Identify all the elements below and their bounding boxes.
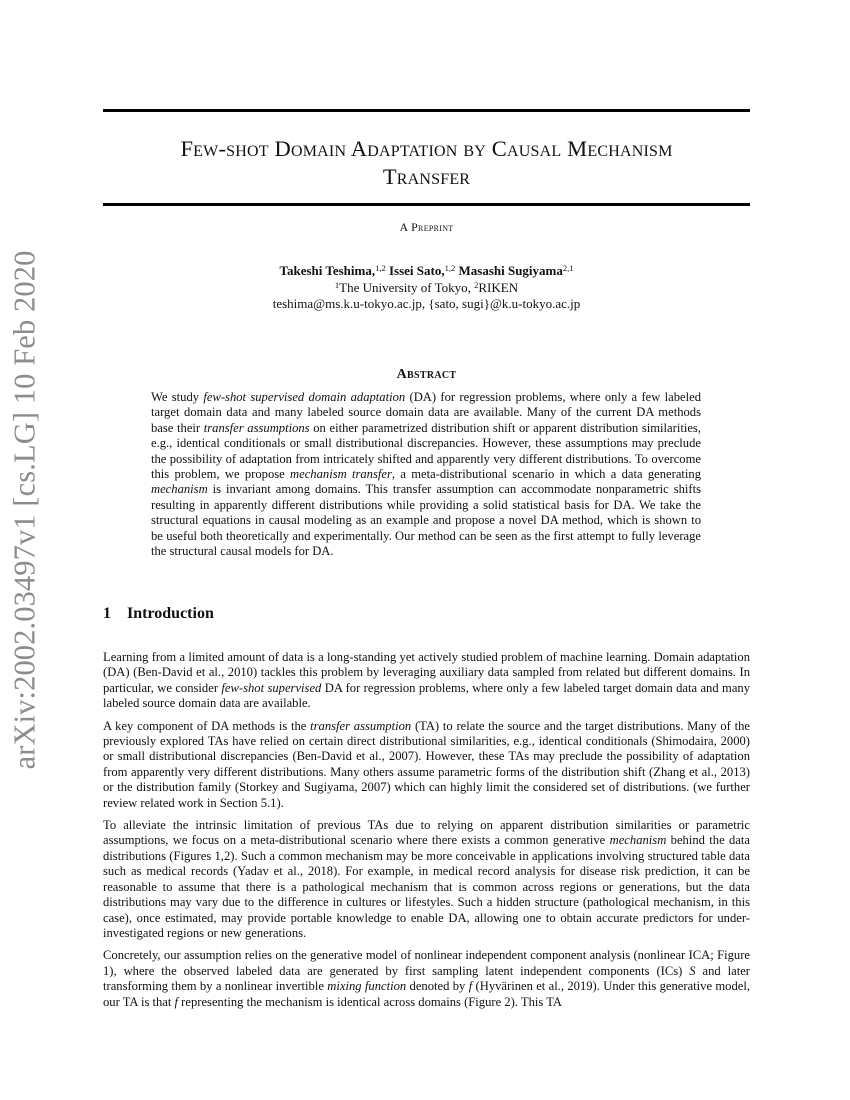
author-2: Issei Sato, (388, 263, 445, 278)
abstract-emph-2: transfer assumptions (203, 420, 310, 435)
title-rule-bottom (103, 203, 750, 206)
title-line-2: Transfer (382, 164, 471, 189)
abstract-text-4: , a meta-distributional scenario in which a data generating (391, 467, 701, 482)
abstract-text-5: is invariant among domains. This transfer assumption can accommodate nonparametric shifts resulting in apparently different distributions while providing a solid statistical basis for DA. We take the structural equations in causal modeling as an example and propose a novel DA method, which is shown to be useful both theoretically and experimentally. Our method can be seen as the first attempt to fully leverage the structural causal models for DA. (151, 482, 701, 559)
p1-text-a: Learning from a limited amount of data is a long-standing yet actively studied problem of machine learning. Domain adaptation (DA) (Ben-David et al., 2010) tackles this problem by leveraging auxiliary data sampled from related but different domains. In particular, we consider (103, 650, 750, 695)
p1-emph: few-shot supervised (221, 680, 322, 695)
p2-text-a: A key component of DA methods is the (103, 718, 311, 733)
p4-text-a: Concretely, our assumption relies on the generative model of nonlinear independent component analysis (nonlinear ICA; Figure 1), where the observed labeled data are generated by first sampling latent independent components (ICs) (103, 948, 750, 978)
arxiv-stamp (5, 250, 45, 770)
p3-emph: mechanism (609, 833, 667, 848)
p4-math-f-2: f (174, 994, 179, 1009)
p4-text-e: representing the mechanism is identical across domains (Figure 2). This TA (178, 994, 562, 1009)
section-heading (103, 605, 214, 623)
preprint-label: A Preprint (399, 220, 454, 234)
paragraph-4 (103, 948, 750, 1010)
abstract-text-2: (DA) for regression problems, where only a few labeled target domain data and many labeled source domain data are available. Many of the current DA methods base their (151, 390, 701, 435)
title-rule-top (103, 109, 750, 112)
author-block (103, 263, 750, 313)
p4-math-f: f (468, 979, 473, 994)
p2-emph: transfer assumption (310, 718, 412, 733)
title-line-1: Few-shot Domain Adaptation by Causal Mechanism (180, 136, 673, 161)
author-2-affil: 1,2 (444, 263, 456, 273)
abstract-heading: Abstract (396, 367, 457, 382)
affil-2-mark: 2 (474, 279, 479, 290)
p3-text-b: behind the data distributions (Figures 1,2). Such a common mechanism may be more conceivable in applications involving structured table data such as medical records (Yadav et al., 2018). For example, in medical record analysis for disease risk prediction, it can be reasonable to assume that there is a pathological mechanism that is common across regions or generations, but the data distributions may vary due to the difference in cultures or lifestyles. Such a hidden structure (pathological mechanism, in this case), once estimated, may provide portable knowledge to enable DA, allowing one to obtain accurate predictors for under-investigated regions or new generations. (103, 833, 750, 940)
affiliations (103, 280, 750, 297)
p4-text-d: (Hyvärinen et al., 2019). Under this generative model, our TA is that (103, 979, 751, 1009)
arxiv-identifier: arXiv:2002.03497v1 [cs.LG] 10 Feb 2020 (7, 250, 42, 770)
affil-1: The University of Tokyo, (339, 279, 475, 295)
section-number: 1 (103, 605, 111, 622)
paragraph-2 (103, 719, 750, 811)
abstract-text (151, 390, 701, 559)
p4-math-s: S (689, 963, 696, 978)
p4-text-b: and later transforming them by a nonlinear invertible (103, 963, 750, 994)
p4-emph: mixing function (327, 979, 407, 994)
author-emails: teshima@ms.k.u-tokyo.ac.jp, {sato, sugi}@k.u-tokyo.ac.jp (272, 296, 581, 311)
intro-body (103, 650, 750, 1017)
affil-1-mark: 1 (334, 279, 340, 290)
author-3-affil: 2,1 (562, 263, 574, 273)
abstract-emph-1: few-shot supervised domain adaptation (203, 390, 406, 404)
p4-text-c: denoted by (406, 979, 469, 994)
p2-text-b: (TA) to relate the source and the target distributions. Many of the previously explored TAs have relied on certain direct distributional similarities, e.g., identical conditionals (Shimodaira, 2000) or small distributional discrepancies (Ben-David et al., 2007). However, these TAs may preclude the possibility of adaptation from apparently very different distributions. Many others assume parametric forms of the distribution shift (Zhang et al., 2013) or the distribution family (Storkey and Sugiyama, 2007) which can highly limit the considered set of distributions. (we further review related work in Section 5.1). (103, 718, 750, 810)
paragraph-3 (103, 818, 750, 941)
abstract-emph-3: mechanism transfer (290, 467, 392, 482)
author-3: Masashi Sugiyama (458, 263, 563, 278)
abstract-emph-4: mechanism (151, 482, 208, 497)
p3-text-a: To alleviate the intrinsic limitation of previous TAs due to relying on apparent distribution similarities or parametric assumptions, we focus on a meta-distributional scenario where there exists a common generative (103, 818, 750, 848)
author-1-affil: 1,2 (375, 263, 386, 273)
author-1: Takeshi Teshima, (279, 263, 376, 278)
p1-text-b: DA for regression problems, where only a few labeled target domain data and many labeled source domain data are available. (103, 680, 751, 711)
section-title: Introduction (127, 605, 214, 622)
paragraph-1 (103, 650, 750, 712)
paper-title (103, 135, 750, 191)
abstract-text-1: We study (151, 390, 204, 404)
author-names (103, 263, 750, 280)
affil-2: RIKEN (478, 279, 519, 295)
abstract-text-3: on either parametrized distribution shift or apparent distribution similarities, e.g., identical conditionals or small distributional discrepancies. However, these assumptions may preclude the possibility of adaptation from intricately shifted and apparently very different distributions. To overcome this problem, we propose (151, 420, 701, 482)
